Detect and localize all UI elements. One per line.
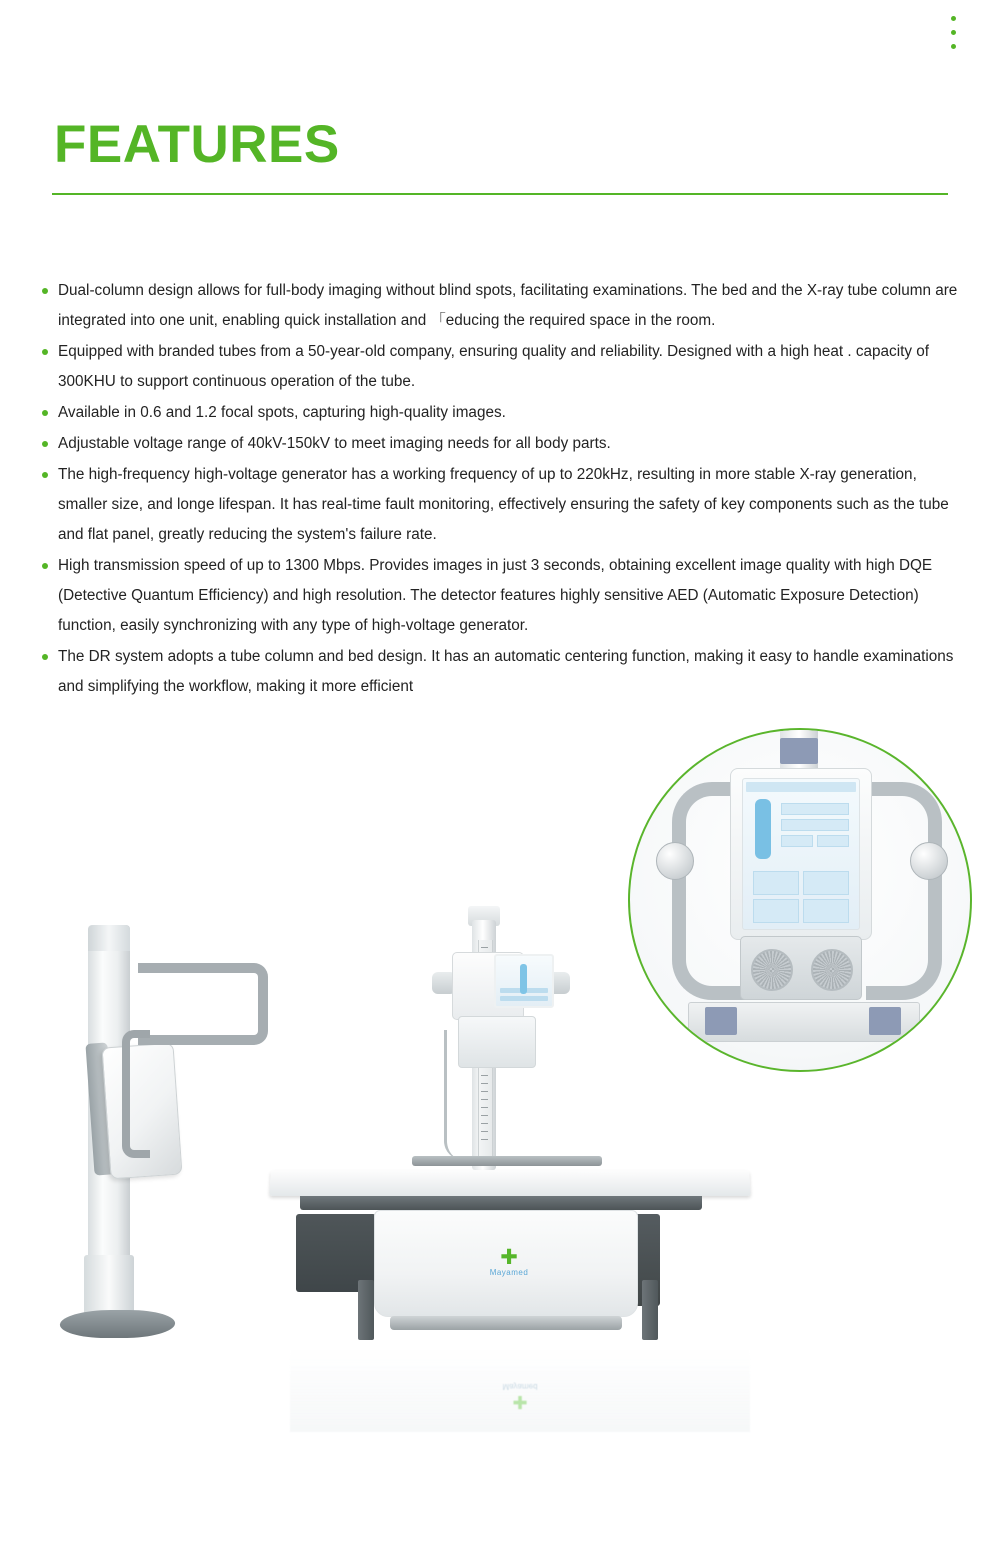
tube-cable — [444, 1030, 463, 1160]
table-top — [269, 1170, 751, 1196]
table-apron — [300, 1196, 702, 1210]
inset-screen-field — [781, 819, 849, 831]
wall-stand-unit — [60, 925, 290, 1365]
detail-inset-circle — [628, 728, 972, 1072]
bullet-icon — [42, 472, 48, 478]
product-photo — [0, 700, 1000, 1460]
list-item — [40, 398, 960, 428]
page-title: FEATURES — [54, 115, 340, 174]
list-item — [40, 551, 960, 641]
tube-control-screen — [494, 954, 554, 1008]
vertical-ellipsis-icon — [951, 16, 956, 49]
inset-knob-right — [910, 842, 948, 880]
feature-text: Equipped with branded tubes from a 50-year-old company, ensuring quality and reliability. Designed with a high heat . capacity of 300KHU to support continuous operation of the tube. — [58, 343, 930, 390]
list-item — [40, 642, 960, 702]
patient-handle-upper — [138, 963, 268, 1045]
table-leg-left — [358, 1280, 374, 1340]
reflection-brand-logo — [450, 1382, 590, 1412]
bullet-icon — [42, 563, 48, 569]
inset-collimator — [740, 936, 862, 1000]
table-brand-logo — [454, 1248, 564, 1277]
bullet-icon — [42, 654, 48, 660]
list-item — [40, 337, 960, 397]
inset-rail — [688, 1002, 920, 1042]
inset-column-band — [780, 738, 818, 764]
inset-screen-toolbar — [746, 782, 856, 792]
header-divider — [52, 193, 948, 195]
inset-screen-field — [753, 871, 799, 895]
feature-text: High transmission speed of up to 1300 Mbps. Provides images in just 3 seconds, obtaining excellent image quality with high DQE (Detective Quantum Efficiency) and high resolution. The detector features highly sensitive AED (Automatic Exposure Detection) function, easily synchronizing with any type of high-voltage generator. — [58, 557, 933, 634]
inset-body-figure-icon — [755, 799, 771, 859]
inset-knob-left — [656, 842, 694, 880]
reflection-brand-name: Mayamed — [502, 1382, 538, 1391]
inset-screen-field — [803, 871, 849, 895]
inset-screen-field — [781, 803, 849, 815]
medical-cross-icon: ✚ — [500, 1246, 518, 1269]
table-rail — [412, 1156, 602, 1166]
feature-text: Dual-column design allows for full-body imaging without blind spots, facilitating examinations. The bed and the X-ray tube column are integrated into one unit, enabling quick installation and 「educing the required space in the room. — [58, 282, 958, 329]
inset-rail-block-left — [705, 1007, 737, 1035]
inset-collimator-dial-right — [811, 949, 853, 991]
bullet-icon — [42, 349, 48, 355]
inset-touch-screen — [742, 778, 860, 930]
bucky-drawer — [390, 1316, 622, 1330]
inset-collimator-dial-left — [751, 949, 793, 991]
table-leg-right — [642, 1280, 658, 1340]
inset-rail-block-right — [869, 1007, 901, 1035]
bullet-icon — [42, 288, 48, 294]
inset-screen-field — [753, 899, 799, 923]
medical-cross-icon-reflection: ✚ — [512, 1392, 528, 1412]
list-item — [40, 460, 960, 550]
patient-handle-lower — [122, 1030, 150, 1158]
bullet-icon — [42, 410, 48, 416]
wall-stand-floor-base — [58, 1310, 178, 1338]
body-figure-icon — [520, 964, 527, 994]
feature-text: The DR system adopts a tube column and bed design. It has an automatic centering function, making it easy to handle examinations and simplifying the workflow, making it more efficient — [58, 648, 954, 695]
floor-reflection — [290, 1348, 750, 1432]
brand-name: Mayamed — [489, 1268, 529, 1277]
feature-text: Adjustable voltage range of 40kV-150kV to meet imaging needs for all body parts. — [58, 435, 611, 452]
list-item — [40, 276, 960, 336]
bullet-icon — [42, 441, 48, 447]
feature-list — [40, 276, 960, 703]
collimator — [458, 1016, 536, 1068]
inset-screen-field — [781, 835, 813, 847]
inset-screen-field — [803, 899, 849, 923]
page-header — [52, 115, 948, 195]
list-item — [40, 429, 960, 459]
feature-text: Available in 0.6 and 1.2 focal spots, capturing high-quality images. — [58, 404, 506, 421]
wall-stand-column-top — [88, 925, 130, 951]
inset-screen-field — [817, 835, 849, 847]
feature-text: The high-frequency high-voltage generator has a working frequency of up to 220kHz, resulting in more stable X-ray generation, smaller size, and longe lifespan. It has real-time fault monitoring, effectively ensuring the safety of key components such as the tube and flat panel, greatly reducing the system's failure rate. — [58, 466, 949, 543]
inset-handle-right — [866, 782, 942, 1000]
